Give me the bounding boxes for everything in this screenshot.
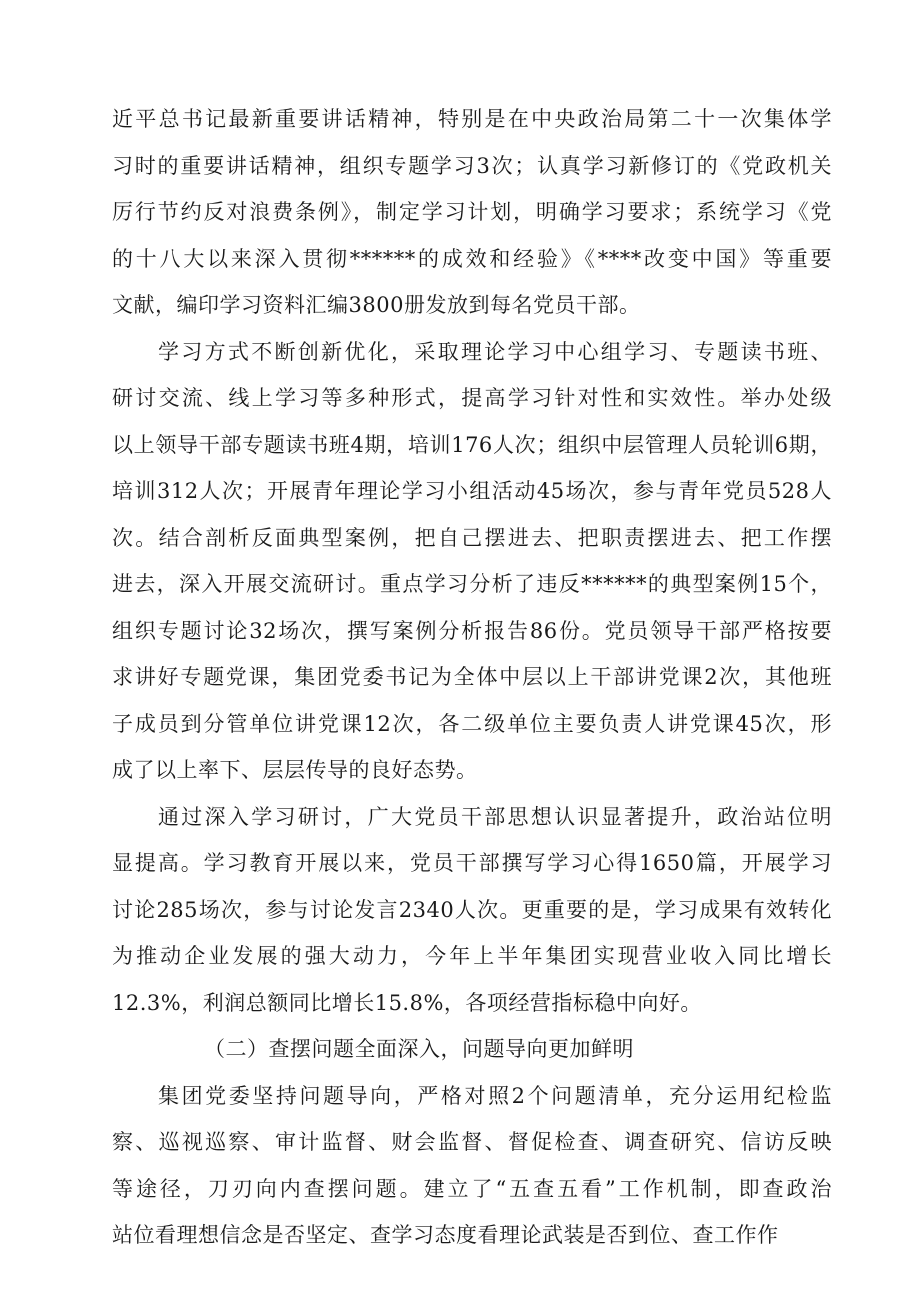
text-line: 成了以上率下、层层传导的良好态势。	[112, 758, 478, 782]
text-line: 子成员到分管单位讲党课12次，各二级单位主要负责人讲党课45次，形	[112, 711, 832, 736]
text-line: 察、巡视巡察、审计监督、财会监督、督促检查、调查研究、信访反映	[112, 1130, 832, 1154]
text-line: 通过深入学习研讨，广大党员干部思想认识显著提升，政治站位明	[158, 804, 832, 829]
paragraph	[112, 794, 832, 1027]
text-line: 的十八大以来深入贯彻******的成效和经验》《****改变中国》等重要	[112, 246, 832, 271]
text-line: 培训312人次；开展青年理论学习小组活动45场次，参与青年党员528人	[112, 479, 832, 503]
text-line: 讨论285场次，参与讨论发言2340人次。更重要的是，学习成果有效转化	[112, 897, 832, 922]
text-line: 12.3%，利润总额同比增长15.8%，各项经营指标稳中向好。	[112, 990, 702, 1015]
text-line: 厉行节约反对浪费条例》，制定学习计划，明确学习要求；系统学习《党	[112, 200, 832, 224]
heading-text: （二）查摆问题全面深入，问题导向更加鲜明	[204, 1037, 634, 1061]
text-line: 文献，编印学习资料汇编3800册发放到每名党员干部。	[112, 293, 641, 317]
text-line: 以上领导干部专题读书班4期，培训176人次；组织中层管理人员轮训6期，	[112, 432, 832, 457]
paragraph	[112, 329, 832, 794]
paragraph	[112, 1073, 832, 1259]
text-line: 组织专题讨论32场次，撰写案例分析报告86份。党员领导干部严格按要	[112, 618, 832, 643]
text-line: 为推动企业发展的强大动力，今年上半年集团实现营业收入同比增长	[112, 944, 832, 968]
text-line: 研讨交流、线上学习等多种形式，提高学习针对性和实效性。举办处级	[112, 386, 832, 410]
text-line: 站位看理想信念是否坚定、查学习态度看理论武装是否到位、查工作作	[112, 1223, 779, 1247]
text-line: 次。结合剖析反面典型案例，把自己摆进去、把职责摆进去、把工作摆	[112, 525, 832, 550]
text-line: 等途径，刀刃向内查摆问题。建立了“五查五看”工作机制，即查政治	[112, 1176, 832, 1201]
text-line: 集团党委坚持问题导向，严格对照2个问题清单，充分运用纪检监	[158, 1083, 832, 1108]
document-body	[112, 96, 832, 1259]
paragraph	[112, 96, 832, 329]
text-line: 习时的重要讲话精神，组织专题学习3次；认真学习新修订的《党政机关	[112, 153, 832, 178]
text-line: 学习方式不断创新优化，采取理论学习中心组学习、专题读书班、	[158, 339, 832, 364]
section-heading	[112, 1026, 832, 1073]
text-line: 进去，深入开展交流研讨。重点学习分析了违反******的典型案例15个，	[112, 572, 832, 596]
text-line: 求讲好专题党课，集团党委书记为全体中层以上干部讲党课2次，其他班	[112, 665, 832, 689]
text-line: 显提高。学习教育开展以来，党员干部撰写学习心得1650篇，开展学习	[112, 851, 832, 875]
text-line: 近平总书记最新重要讲话精神，特别是在中央政治局第二十一次集体学	[112, 107, 832, 131]
